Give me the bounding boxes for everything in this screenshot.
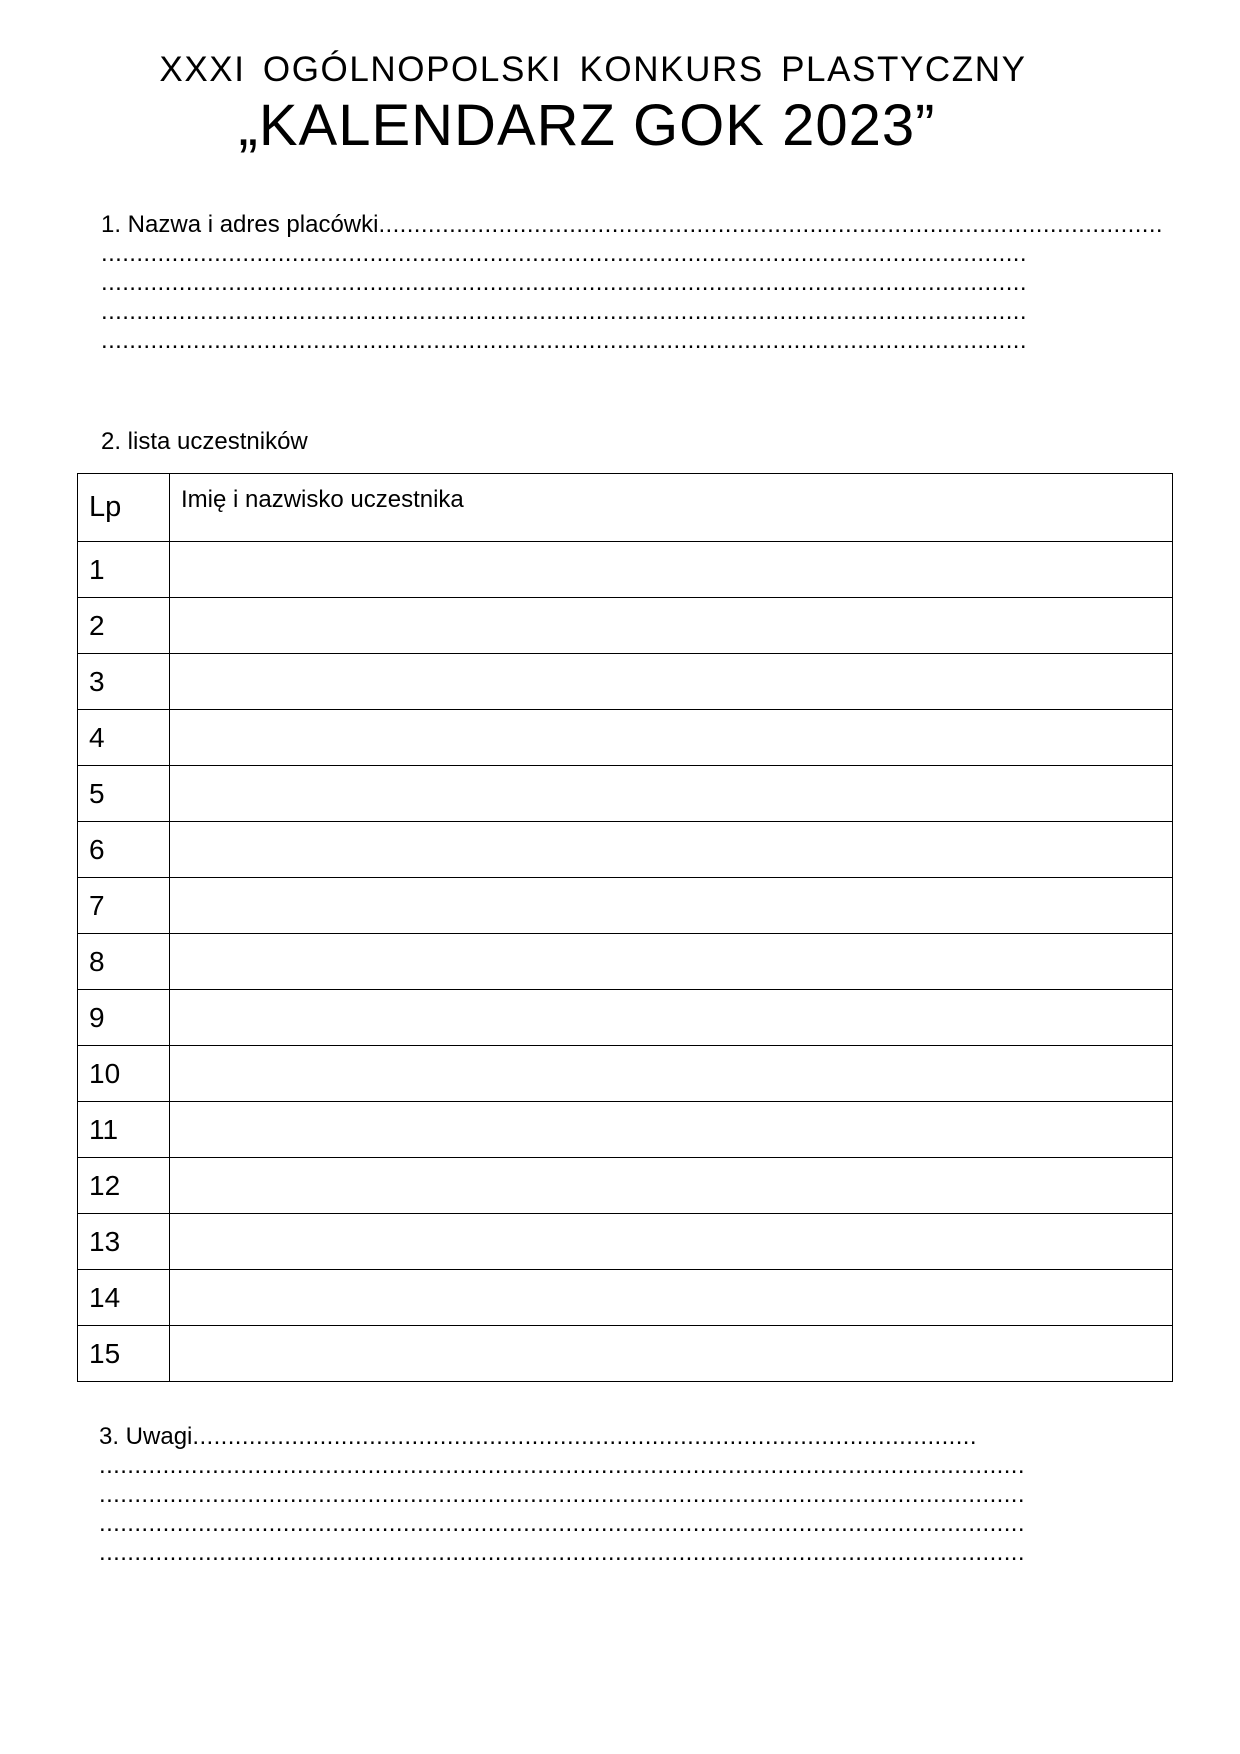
table-header-row [78,474,1173,542]
remarks-label: 3. Uwagi [99,1423,193,1450]
table-row [78,822,1173,878]
row-number: 9 [78,990,170,1046]
table-row [78,710,1173,766]
table-row [78,934,1173,990]
table-row [78,1102,1173,1158]
row-number: 7 [78,878,170,934]
table-row [78,1158,1173,1214]
contest-title: XXXI OGÓLNOPOLSKI KONKURS PLASTYCZNY [159,50,1027,89]
calendar-title: „KALENDARZ GOK 2023” [238,93,936,158]
participant-name-cell[interactable] [170,1158,1173,1214]
table-row [78,878,1173,934]
participant-name-cell[interactable] [170,654,1173,710]
table-row [78,598,1173,654]
row-number: 10 [78,1046,170,1102]
row-number: 14 [78,1270,170,1326]
participant-name-cell[interactable] [170,990,1173,1046]
row-number: 15 [78,1326,170,1382]
row-number: 12 [78,1158,170,1214]
row-number: 11 [78,1102,170,1158]
dotted-line[interactable]: ................................................................................................................................... [99,1481,1025,1508]
table-row [78,1046,1173,1102]
row-number: 13 [78,1214,170,1270]
institution-section [101,210,1181,355]
institution-label: 1. Nazwa i adres placówki [101,211,379,238]
dotted-line[interactable]: ................................................................................................................................... [101,240,1027,267]
row-number: 1 [78,542,170,598]
participant-name-cell[interactable] [170,822,1173,878]
row-number: 8 [78,934,170,990]
lp-column-header: Lp [78,474,170,542]
dotted-line[interactable]: ................................................................................................................................... [99,1510,1025,1537]
participant-name-cell[interactable] [170,1270,1173,1326]
table-row [78,990,1173,1046]
row-number: 2 [78,598,170,654]
name-column-header: Imię i nazwisko uczestnika [170,474,1173,542]
row-number: 4 [78,710,170,766]
row-number: 3 [78,654,170,710]
participant-name-cell[interactable] [170,766,1173,822]
participant-name-cell[interactable] [170,1214,1173,1270]
table-row [78,1270,1173,1326]
participant-name-cell[interactable] [170,710,1173,766]
participants-table [77,473,1173,1382]
participant-name-cell[interactable] [170,1102,1173,1158]
participant-name-cell[interactable] [170,934,1173,990]
dotted-line[interactable]: ................................................................................................................................... [101,298,1027,325]
table-row [78,654,1173,710]
institution-field[interactable] [101,210,1181,239]
dotted-line[interactable]: ................................................................................................................................... [101,269,1027,296]
participant-name-cell[interactable] [170,1326,1173,1382]
dotted-line: ............................................................................................................... [192,1423,977,1450]
table-row [78,766,1173,822]
table-row [78,542,1173,598]
row-number: 6 [78,822,170,878]
participant-name-cell[interactable] [170,598,1173,654]
remarks-field[interactable] [99,1422,1179,1451]
dotted-line: ............................................................................................................... [378,211,1163,238]
participant-name-cell[interactable] [170,542,1173,598]
row-number: 5 [78,766,170,822]
participant-name-cell[interactable] [170,878,1173,934]
dotted-line[interactable]: ................................................................................................................................... [101,327,1027,354]
remarks-section [99,1422,1179,1567]
table-row [78,1326,1173,1382]
participants-list-label: 2. lista uczestników [101,428,308,455]
table-row [78,1214,1173,1270]
participant-name-cell[interactable] [170,1046,1173,1102]
dotted-line[interactable]: ................................................................................................................................... [99,1452,1025,1479]
dotted-line[interactable]: ................................................................................................................................... [99,1539,1025,1566]
